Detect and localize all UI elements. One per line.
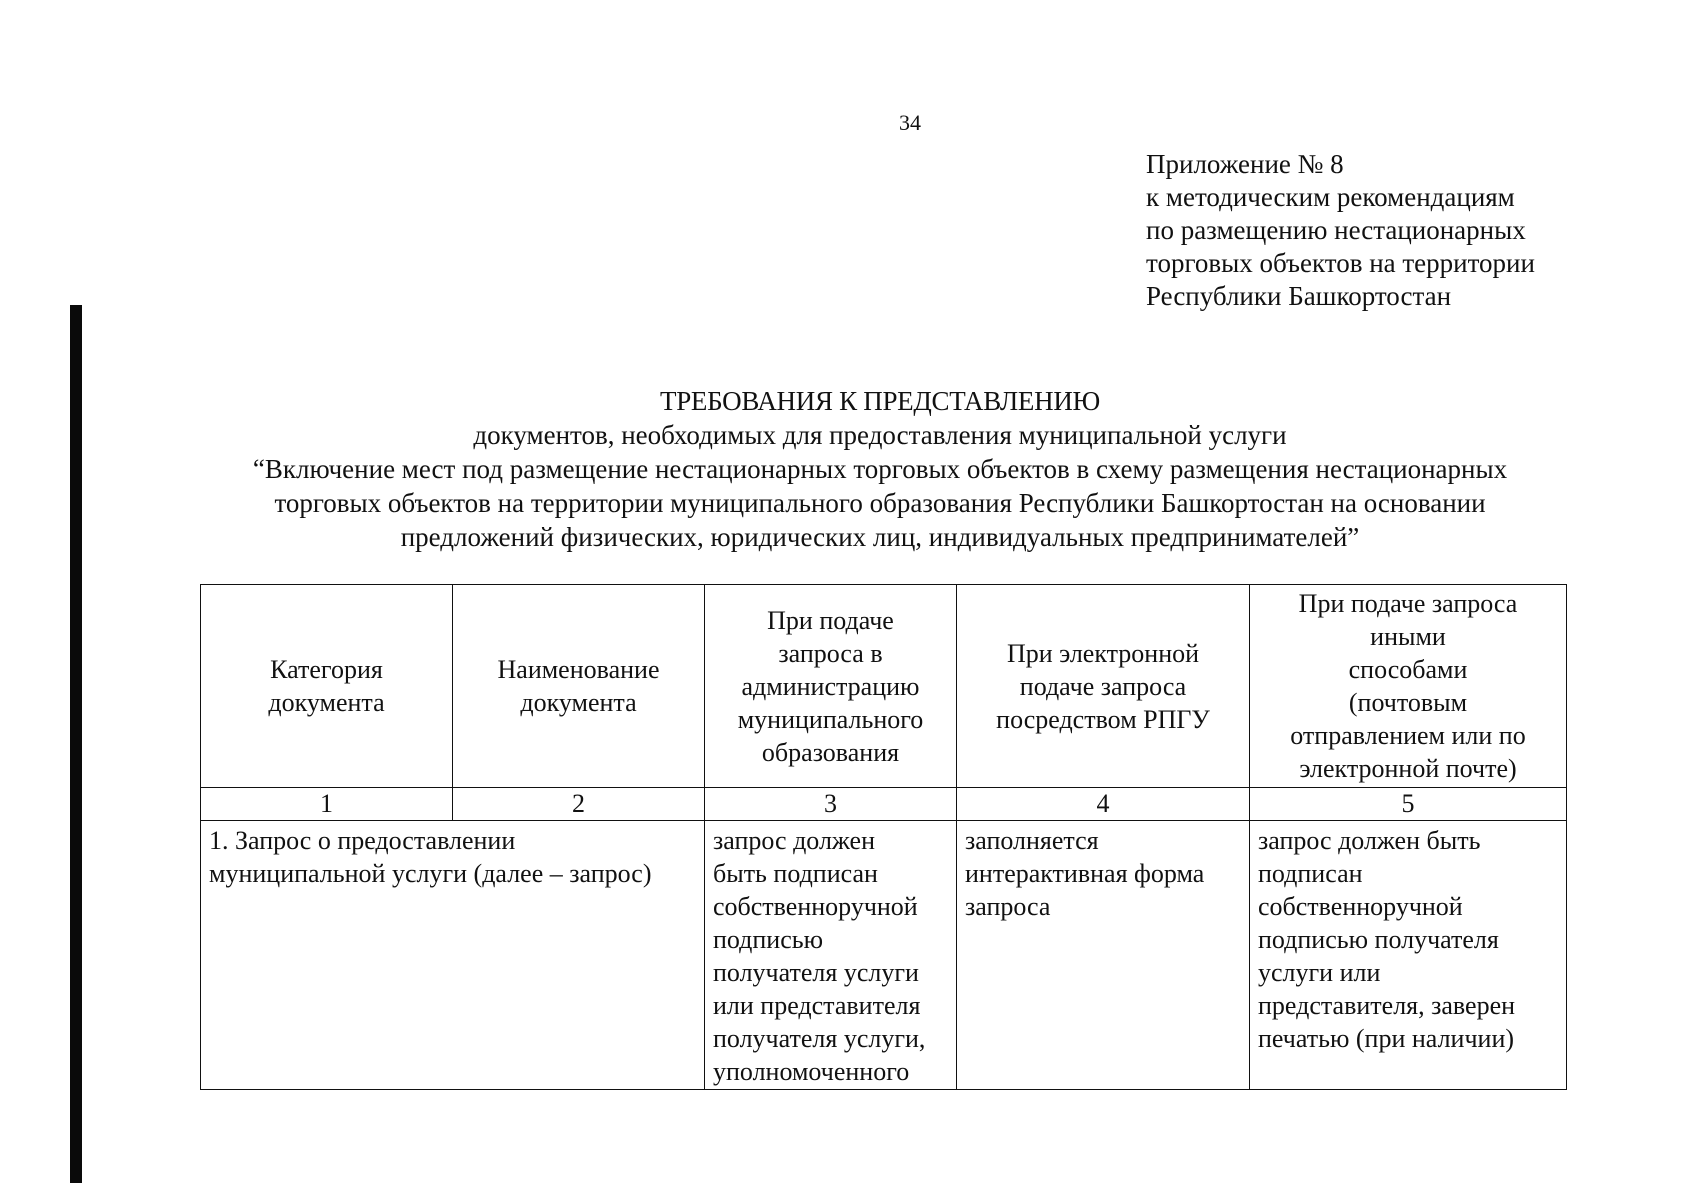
header-line: (почтовым xyxy=(1348,688,1468,717)
header-cell-name xyxy=(453,585,705,788)
header-line: электронной почте) xyxy=(1299,754,1517,783)
row-category-cell xyxy=(201,821,705,1090)
header-line: Наименование xyxy=(497,655,660,684)
header-line: отправлением или по xyxy=(1290,721,1526,750)
scan-edge-bar xyxy=(70,305,82,1183)
requirements-table xyxy=(200,584,1567,1090)
cell-line: запрос должен быть xyxy=(1258,826,1481,855)
header-line: При подаче xyxy=(767,605,894,635)
page-number: 34 xyxy=(899,110,921,135)
header-cell-category xyxy=(201,585,453,788)
appendix-line: торговых объектов на территории xyxy=(1146,248,1535,278)
heading-line: документов, необходимых для предоставления муниципальной услуги xyxy=(473,420,1287,450)
cell-line: быть подписан xyxy=(713,859,878,888)
heading-line: “Включение мест под размещение нестационарных торговых объектов в схему размещения нестационарных xyxy=(252,454,1508,484)
cell-line: получателя услуги, xyxy=(713,1024,926,1053)
appendix-line: Республики Башкортостан xyxy=(1146,281,1452,311)
cell-line: собственноручной xyxy=(713,892,918,921)
appendix-note xyxy=(1146,148,1646,313)
header-line: запроса в xyxy=(778,638,883,668)
row-other-methods-cell xyxy=(1250,821,1567,1090)
cell-line: получателя услуги xyxy=(713,958,919,987)
appendix-line: по размещению нестационарных xyxy=(1146,215,1526,245)
column-number: 3 xyxy=(705,788,957,821)
cell-line: подписью получателя xyxy=(1258,925,1499,954)
header-line: администрацию xyxy=(741,671,920,701)
cell-line: подписью xyxy=(713,925,824,954)
header-line: муниципального xyxy=(737,704,924,734)
document-heading xyxy=(180,384,1580,554)
heading-line: торговых объектов на территории муниципального образования Республики Башкортостан на основании xyxy=(274,488,1486,518)
header-line: посредством РПГУ xyxy=(996,704,1210,734)
cell-line: печатью (при наличии) xyxy=(1258,1024,1515,1053)
cell-line: 1. Запрос о предоставлении xyxy=(209,826,516,855)
header-line: подаче запроса xyxy=(1019,671,1187,701)
header-line: Категория xyxy=(270,655,383,684)
table-header-row xyxy=(201,585,1567,788)
table-number-row xyxy=(201,788,1567,821)
cell-line: уполномоченного xyxy=(713,1057,910,1086)
heading-line: предложений физических, юридических лиц, индивидуальных предпринимателей” xyxy=(400,522,1360,552)
header-cell-other-methods xyxy=(1250,585,1567,788)
appendix-line: к методическим рекомендациям xyxy=(1146,182,1515,212)
header-cell-administration xyxy=(705,585,957,788)
header-line: образования xyxy=(761,737,900,767)
header-cell-electronic xyxy=(957,585,1250,788)
cell-line: заполняется xyxy=(965,826,1099,855)
cell-line: муниципальной услуги (далее – запрос) xyxy=(209,859,652,888)
row-electronic-cell xyxy=(957,821,1250,1090)
cell-line: запроса xyxy=(965,892,1051,921)
appendix-line: Приложение № 8 xyxy=(1146,149,1344,179)
table-row xyxy=(201,821,1567,1090)
cell-line: собственноручной xyxy=(1258,892,1463,921)
cell-line: или представителя xyxy=(713,991,921,1020)
header-line: документа xyxy=(268,688,385,717)
cell-line: интерактивная форма xyxy=(965,859,1205,888)
header-line: При подаче запроса xyxy=(1298,589,1518,618)
cell-line: услуги или xyxy=(1258,958,1381,987)
column-number: 2 xyxy=(453,788,705,821)
header-line: При электронной xyxy=(1006,638,1200,668)
document-title: ТРЕБОВАНИЯ К ПРЕДСТАВЛЕНИЮ xyxy=(660,386,1100,416)
header-line: иными xyxy=(1370,622,1446,651)
cell-line: запрос должен xyxy=(713,826,876,855)
row-administration-cell xyxy=(705,821,957,1090)
cell-line: представителя, заверен xyxy=(1258,991,1516,1020)
cell-line: подписан xyxy=(1258,859,1363,888)
column-number: 5 xyxy=(1250,788,1567,821)
header-line: способами xyxy=(1348,655,1468,684)
header-line: документа xyxy=(520,688,637,717)
column-number: 1 xyxy=(201,788,453,821)
column-number: 4 xyxy=(957,788,1250,821)
